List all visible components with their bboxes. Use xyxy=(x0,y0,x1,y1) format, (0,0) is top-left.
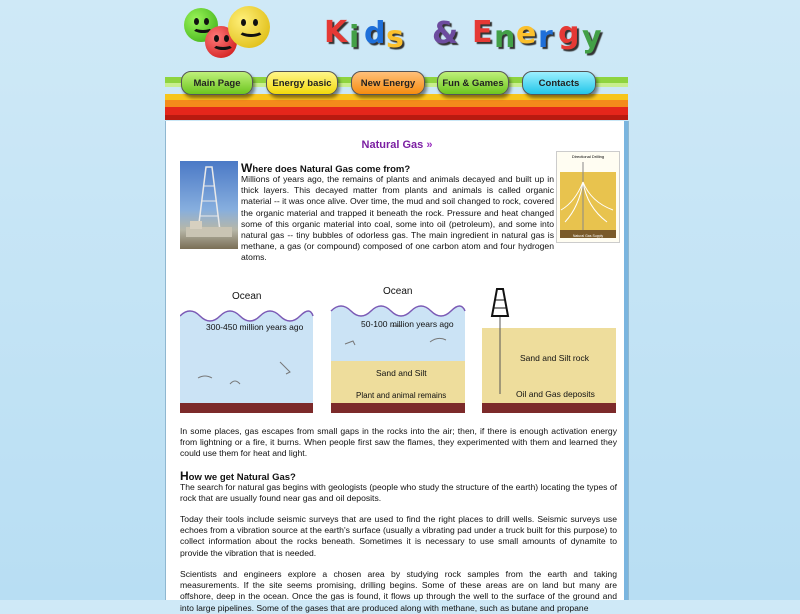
site-title-letter: & xyxy=(432,16,459,51)
heading-text: ow we get Natural Gas? xyxy=(188,472,296,483)
section-heading-where xyxy=(241,161,410,175)
site-title-letter: r xyxy=(538,20,553,55)
yellow-smiley-icon xyxy=(228,6,270,48)
panel3-layer-label: Sand and Silt rock xyxy=(520,353,589,363)
exploration-paragraph: Scientists and engineers explore a chosen area by studying rock samples from the earth and taking measurements. If the site seems promising, drilling begins. Some of these areas are on land but many are offshore, deep in the ocean. Once the gas is found, it flows up through the well to the surface of the ground and into large pipelines. Some of the gases that are produced along with methane, such as butane and propane xyxy=(180,569,617,613)
double-chevron-right-icon: » xyxy=(426,139,433,151)
drilling-rig-photo xyxy=(180,161,238,249)
panel1-ocean-label: Ocean xyxy=(232,291,262,302)
site-title-letter: s xyxy=(386,20,404,55)
heading-initial: W xyxy=(241,161,253,175)
content-right-border xyxy=(624,121,628,600)
heading-text: here does Natural Gas come from? xyxy=(252,164,411,175)
site-title-letter: e xyxy=(516,16,537,51)
panel2-ocean-label: Ocean xyxy=(383,286,413,297)
site-title-letter: y xyxy=(582,20,602,55)
drilling-image-title: Directional Drilling xyxy=(571,154,605,159)
directional-drilling-image xyxy=(556,151,620,243)
where-paragraph: Millions of years ago, the remains of plants and animals decayed and built up in thick layers. This decayed matter from plants and animals is called organic material -- it was once alive. Over time, the mud and soil changed to rock, covered the organic material and trapped it beneath the rock. Pressure and heat changed some of this organic material into coal, some into oil (petroleum), and some into natural gas -- tiny bubbles of odorless gas. The main ingredient in natural gas is methane, a gas (or compound) composed of one carbon atom and four hydrogen atoms. xyxy=(241,174,554,263)
nav-fun-games-button[interactable]: Fun & Games xyxy=(437,71,509,95)
site-title-letter: E xyxy=(472,15,493,50)
seismic-paragraph: Today their tools include seismic surveys that are used to find the right places to drill wells. Seismic surveys use echoes from a vibration source at the earth's surface (usually a vibrating pad under a truck built for this purpose) to collect information about the rocks beneath. Sometimes it is necessary to use small amounts of dynamite to provide the vibration that is needed. xyxy=(180,514,617,558)
panel2-remains-label: Plant and animal remains xyxy=(356,391,447,400)
nav-main-page-button[interactable]: Main Page xyxy=(181,71,253,95)
site-title-letter: d xyxy=(364,16,386,51)
gas-escape-paragraph: In some places, gas escapes from small gaps in the rocks into the air; then, if there is enough activation energy from lightning or a fire, it burns. When people first saw the flames, they experimented with them and learned they could use them for heat and light. xyxy=(180,426,617,459)
panel2-layer-label: Sand and Silt xyxy=(376,368,427,378)
panel3-deposits-label: Oil and Gas deposits xyxy=(516,389,595,399)
site-title-letter: K xyxy=(324,15,348,50)
site-title-letter: i xyxy=(349,20,360,55)
nav-new-energy-button[interactable]: New Energy xyxy=(351,71,425,95)
panel2-age-label: 50-100 million years ago xyxy=(361,319,454,329)
page-title-text: Natural Gas xyxy=(361,139,424,151)
page-title xyxy=(166,139,628,151)
nav-contacts-button[interactable]: Contacts xyxy=(522,71,596,95)
site-title-letter: n xyxy=(494,20,516,55)
site-title-letter: g xyxy=(558,16,580,51)
heading-initial: H xyxy=(180,469,189,483)
search-paragraph: The search for natural gas begins with geologists (people who study the structure of the earth) locating the types of rock that are usually found near gas and oil deposits. xyxy=(180,482,617,504)
nav-bar xyxy=(165,62,628,120)
formation-diagram xyxy=(180,286,620,416)
site-title xyxy=(322,10,622,56)
panel1-age-label: 300-450 million years ago xyxy=(206,322,304,332)
nav-stripe-darkred xyxy=(165,115,628,120)
main-content xyxy=(165,121,629,613)
nav-stripe-red xyxy=(165,107,628,115)
drilling-image-caption: Natural Gas Supply xyxy=(572,234,604,238)
section-heading-how xyxy=(180,469,296,483)
nav-stripe-orange xyxy=(165,100,628,107)
nav-energy-basic-button[interactable]: Energy basic xyxy=(266,71,338,95)
